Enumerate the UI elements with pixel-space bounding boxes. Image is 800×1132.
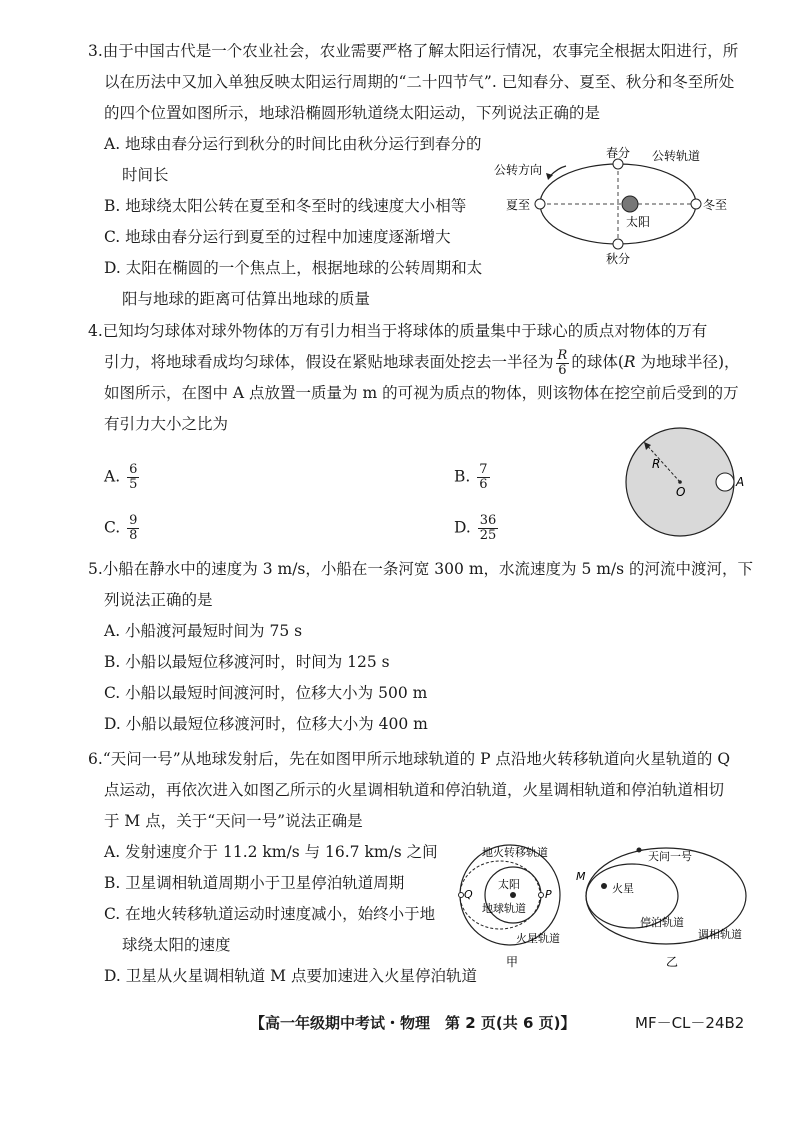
q4-stem-line-1: 4.已知均匀球体对球外物体的万有引力相当于将球体的质量集中于球心的质点对物体的万有 bbox=[88, 322, 708, 340]
q3-option-a-cont: 时间长 bbox=[122, 166, 169, 184]
option-fraction bbox=[127, 463, 139, 492]
page-footer: 【高一年级期中考试・物理 第 2 页(共 6 页)】 bbox=[250, 1014, 576, 1032]
fraction-denominator: 8 bbox=[129, 528, 138, 543]
q5-stem-line-1: 5.小船在静水中的速度为 3 m/s，小船在一条河宽 300 m，水流速度为 5 m/s 的河流中渡河，下 bbox=[88, 560, 754, 578]
earth-chunfen bbox=[613, 159, 623, 169]
q3-orbit-figure bbox=[488, 140, 728, 265]
q6-option-c: C. 在地火转移轨道运动时速度减小，始终小于地 bbox=[104, 905, 436, 923]
q3-option-a: A. 地球由春分运行到秋分的时间比由秋分运行到春分的 bbox=[104, 135, 482, 153]
q4-option-b bbox=[454, 463, 492, 492]
label-mars-orbit: 火星轨道 bbox=[516, 932, 560, 945]
q4-line2-text-b: 的球体( bbox=[571, 353, 624, 371]
q4-line2-text-c: 为地球半径)， bbox=[635, 353, 740, 371]
q4-sphere-figure bbox=[618, 420, 748, 550]
option-label: B. bbox=[454, 467, 471, 486]
option-fraction bbox=[127, 514, 139, 543]
label-direction: 公转方向 bbox=[494, 163, 543, 177]
label-o: O bbox=[676, 485, 686, 499]
fraction-numerator: R bbox=[557, 347, 568, 363]
q6-figure-yi bbox=[570, 836, 760, 976]
q4-stem-line-4: 有引力大小之比为 bbox=[104, 415, 229, 433]
point-q bbox=[459, 893, 464, 898]
q4-option-d bbox=[454, 514, 500, 543]
earth-dongzhi bbox=[691, 199, 701, 209]
option-label: C. bbox=[104, 518, 121, 537]
q3-option-d-cont: 阳与地球的距离可估算出地球的质量 bbox=[122, 290, 371, 308]
q4-line2-r: R bbox=[623, 353, 636, 371]
earth-qiufen bbox=[613, 239, 623, 249]
q6-option-a: A. 发射速度介于 11.2 km/s 与 16.7 km/s 之间 bbox=[104, 843, 438, 861]
label-probe: 天问一号 bbox=[648, 850, 692, 863]
q4-stem-line-3: 如图所示，在图中 A 点放置一质量为 m 的可视为质点的物体，则该物体在挖空前后受到的万 bbox=[104, 384, 739, 402]
probe-dot bbox=[637, 848, 642, 853]
q5-stem-line-2: 列说法正确的是 bbox=[104, 591, 213, 609]
caption-yi: 乙 bbox=[666, 955, 679, 969]
label-sun: 太阳 bbox=[626, 215, 651, 229]
sun bbox=[622, 196, 638, 212]
option-fraction bbox=[477, 463, 489, 492]
q4-stem-line-2 bbox=[88, 347, 738, 378]
q6-option-b: B. 卫星调相轨道周期小于卫星停泊轨道周期 bbox=[104, 874, 405, 892]
q3-stem-line-3: 的四个位置如图所示，地球沿椭圆形轨道绕太阳运动，下列说法正确的是 bbox=[104, 104, 601, 122]
q6-option-d: D. 卫星从火星调相轨道 M 点要加速进入火星停泊轨道 bbox=[104, 967, 477, 985]
label-transfer: 地火转移轨道 bbox=[482, 846, 548, 859]
q5-option-b: B. 小船以最短位移渡河时，时间为 125 s bbox=[104, 653, 390, 671]
q3-option-d: D. 太阳在椭圆的一个焦点上，根据地球的公转周期和太 bbox=[104, 259, 483, 277]
q6-option-c-cont: 球绕太阳的速度 bbox=[122, 936, 231, 954]
q5-option-c: C. 小船以最短时间渡河时，位移大小为 500 m bbox=[104, 684, 428, 702]
label-r: R bbox=[652, 457, 661, 471]
fraction-numerator: 9 bbox=[129, 513, 138, 528]
q4-option-c bbox=[104, 514, 141, 543]
label-parking: 停泊轨道 bbox=[640, 916, 684, 929]
q3-option-c: C. 地球由春分运行到夏至的过程中加速度逐渐增大 bbox=[104, 228, 451, 246]
paper-code: MF－CL－24B2 bbox=[635, 1014, 745, 1032]
label-sun: 太阳 bbox=[498, 878, 520, 891]
label-qiufen: 秋分 bbox=[606, 252, 631, 265]
q5-option-a: A. 小船渡河最短时间为 75 s bbox=[104, 622, 303, 640]
label-a: A bbox=[736, 475, 745, 489]
q6-stem-line-3: 于 M 点，关于“天问一号”说法正确是 bbox=[104, 812, 363, 830]
option-label: A. bbox=[104, 467, 121, 486]
q6-figure-jia bbox=[458, 840, 573, 980]
label-chunfen: 春分 bbox=[606, 146, 631, 160]
q4-line2-text-a: 引力，将地球看成均匀球体，假设在紧贴地球表面处挖去一半径为 bbox=[104, 353, 554, 371]
q3-stem-line-1: 3.由于中国古代是一个农业社会，农业需要严格了解太阳运行情况，农事完全根据太阳进行，所 bbox=[88, 42, 739, 60]
label-m: M bbox=[576, 870, 586, 883]
sun-dot bbox=[510, 892, 516, 898]
point-p bbox=[539, 893, 544, 898]
label-p: P bbox=[545, 888, 552, 901]
label-q: Q bbox=[464, 888, 473, 901]
label-mars: 火星 bbox=[612, 882, 634, 895]
earth-xiazhi bbox=[535, 199, 545, 209]
fraction-denominator: 25 bbox=[479, 528, 497, 543]
direction-arrow bbox=[550, 166, 566, 176]
label-xiazhi: 夏至 bbox=[506, 198, 531, 212]
fraction-numerator: 7 bbox=[479, 462, 488, 477]
q4-option-a bbox=[104, 463, 141, 492]
option-label: D. bbox=[454, 518, 471, 537]
center-dot bbox=[678, 480, 682, 484]
caption-jia: 甲 bbox=[506, 955, 519, 969]
question-5 bbox=[88, 554, 754, 740]
label-earth-orbit: 地球轨道 bbox=[482, 902, 526, 915]
fraction-numerator: 6 bbox=[129, 462, 138, 477]
cavity bbox=[716, 473, 734, 491]
fraction-denominator: 5 bbox=[129, 477, 138, 492]
label-orbit: 公转轨道 bbox=[652, 149, 701, 163]
mars-dot bbox=[601, 883, 607, 889]
q6-stem-line-1: 6.“天问一号”从地球发射后，先在如图甲所示地球轨道的 P 点沿地火转移轨道向火星轨道的 Q bbox=[88, 750, 731, 768]
q3-option-b: B. 地球绕太阳公转在夏至和冬至时的线速度大小相等 bbox=[104, 197, 467, 215]
label-dongzhi: 冬至 bbox=[703, 198, 728, 212]
fraction-numerator: 36 bbox=[479, 513, 497, 528]
fraction-denominator: 6 bbox=[558, 362, 567, 378]
fraction-denominator: 6 bbox=[479, 477, 488, 492]
q3-stem-line-2: 以在历法中又加入单独反映太阳运行周期的“二十四节气”. 已知春分、夏至、秋分和冬至所处 bbox=[104, 73, 735, 91]
label-phasing: 调相轨道 bbox=[698, 928, 742, 941]
q6-stem-line-2: 点运动，再依次进入如图乙所示的火星调相轨道和停泊轨道，火星调相轨道和停泊轨道相切 bbox=[104, 781, 725, 799]
option-fraction bbox=[478, 514, 499, 543]
q4-fraction-r6 bbox=[556, 349, 570, 378]
q5-option-d: D. 小船以最短位移渡河时，位移大小为 400 m bbox=[104, 715, 428, 733]
